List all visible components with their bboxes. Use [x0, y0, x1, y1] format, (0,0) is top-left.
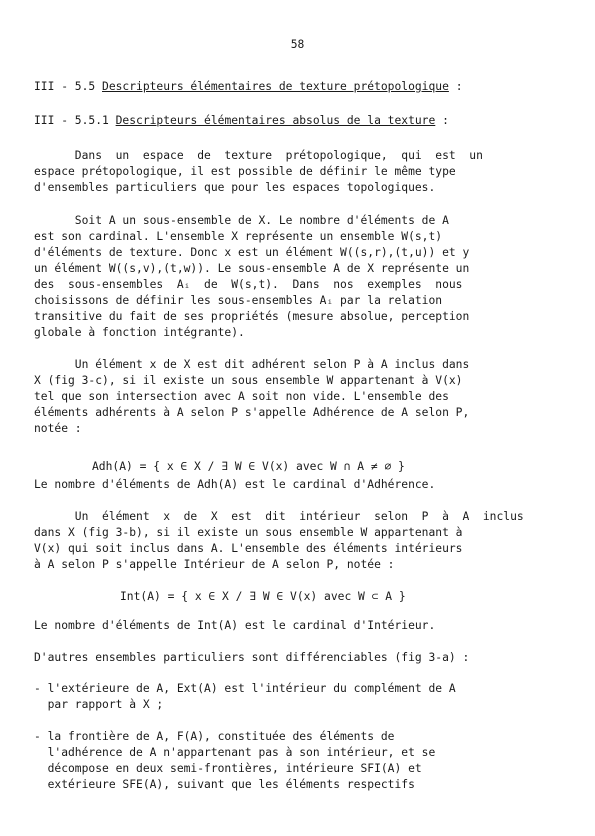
subsection-heading-title: Descripteurs élémentaires absolus de la texture [115, 114, 436, 127]
text-line: d'éléments de texture. Donc x est un élément W((s,r),(t,u)) et y [34, 246, 470, 259]
text-line: Un élément x de X est dit adhérent selon P à A inclus dans [34, 358, 470, 371]
text-line: - l'extérieure de A, Ext(A) est l'intérieur du complément de A [34, 682, 456, 695]
text-line: dans X (fig 3-b), si il existe un sous ensemble W appartenant à [34, 526, 463, 539]
text-line: à A selon P s'appelle Intérieur de A selon P, notée : [34, 558, 395, 571]
section-heading-colon: : [448, 80, 463, 93]
formula-interior: Int(A) = { x ∈ X / ∃ W ∈ V(x) avec W ⊂ A } [120, 590, 406, 603]
text-line: globale à fonction intégrante). [34, 326, 245, 339]
text-line: Soit A un sous-ensemble de X. Le nombre d'éléments de A [34, 214, 449, 227]
subsection-heading [34, 113, 449, 129]
text-line: transitive du fait de ses propriétés (mesure absolue, perception [34, 310, 470, 323]
page-number: 58 [290, 38, 305, 51]
text-line: V(x) qui soit inclus dans A. L'ensemble des éléments intérieurs [34, 542, 463, 555]
text-line: Un élément x de X est dit intérieur selon P à A inclus [34, 510, 524, 523]
section-heading [34, 79, 463, 95]
text-line: décompose en deux semi-frontières, intérieure SFI(A) et [34, 762, 422, 775]
section-heading-title: Descripteurs élémentaires de texture prétopologique [102, 80, 449, 93]
adherence-cardinal-text: Le nombre d'éléments de Adh(A) est le cardinal d'Adhérence. [34, 478, 436, 491]
text-line: l'adhérence de A n'appartenant pas à son intérieur, et se [34, 746, 436, 759]
text-line: X (fig 3-c), si il existe un sous ensemble W appartenant à V(x) [34, 374, 463, 387]
section-heading-number: III - 5.5 [34, 80, 103, 93]
subsection-heading-colon: : [435, 114, 449, 127]
text-line: d'ensembles particuliers que pour les espaces topologiques. [34, 181, 436, 194]
formula-adherence: Adh(A) = { x ∈ X / ∃ W ∈ V(x) avec W ∩ A ≠ ∅ } [92, 460, 405, 473]
text-line: - la frontière de A, F(A), constituée des éléments de [34, 730, 395, 743]
text-line: un élément W((s,v),(t,w)). Le sous-ensemble A de X représente un [34, 262, 470, 275]
text-line: est son cardinal. L'ensemble X représente un ensemble W(s,t) [34, 230, 443, 243]
text-line: choisissons de définir les sous-ensembles Aᵢ par la relation [34, 294, 443, 307]
text-line: notée : [34, 422, 82, 435]
text-line: des sous-ensembles Aᵢ de W(s,t). Dans nos exemples nous [34, 278, 463, 291]
text-line: extérieure SFE(A), suivant que les éléments respectifs [34, 778, 415, 791]
other-sets-text: D'autres ensembles particuliers sont différenciables (fig 3-a) : [34, 651, 470, 664]
text-line: espace prétopologique, il est possible de définir le même type [34, 165, 456, 178]
subsection-heading-number: III - 5.5.1 [34, 114, 116, 127]
text-line: tel que son intersection avec A soit non vide. L'ensemble des [34, 390, 449, 403]
text-line: par rapport à X ; [34, 698, 164, 711]
interior-cardinal-text: Le nombre d'éléments de Int(A) est le cardinal d'Intérieur. [34, 619, 436, 632]
text-line: éléments adhérents à A selon P s'appelle Adhérence de A selon P, [34, 406, 470, 419]
text-line: Dans un espace de texture prétopologique, qui est un [34, 149, 483, 162]
